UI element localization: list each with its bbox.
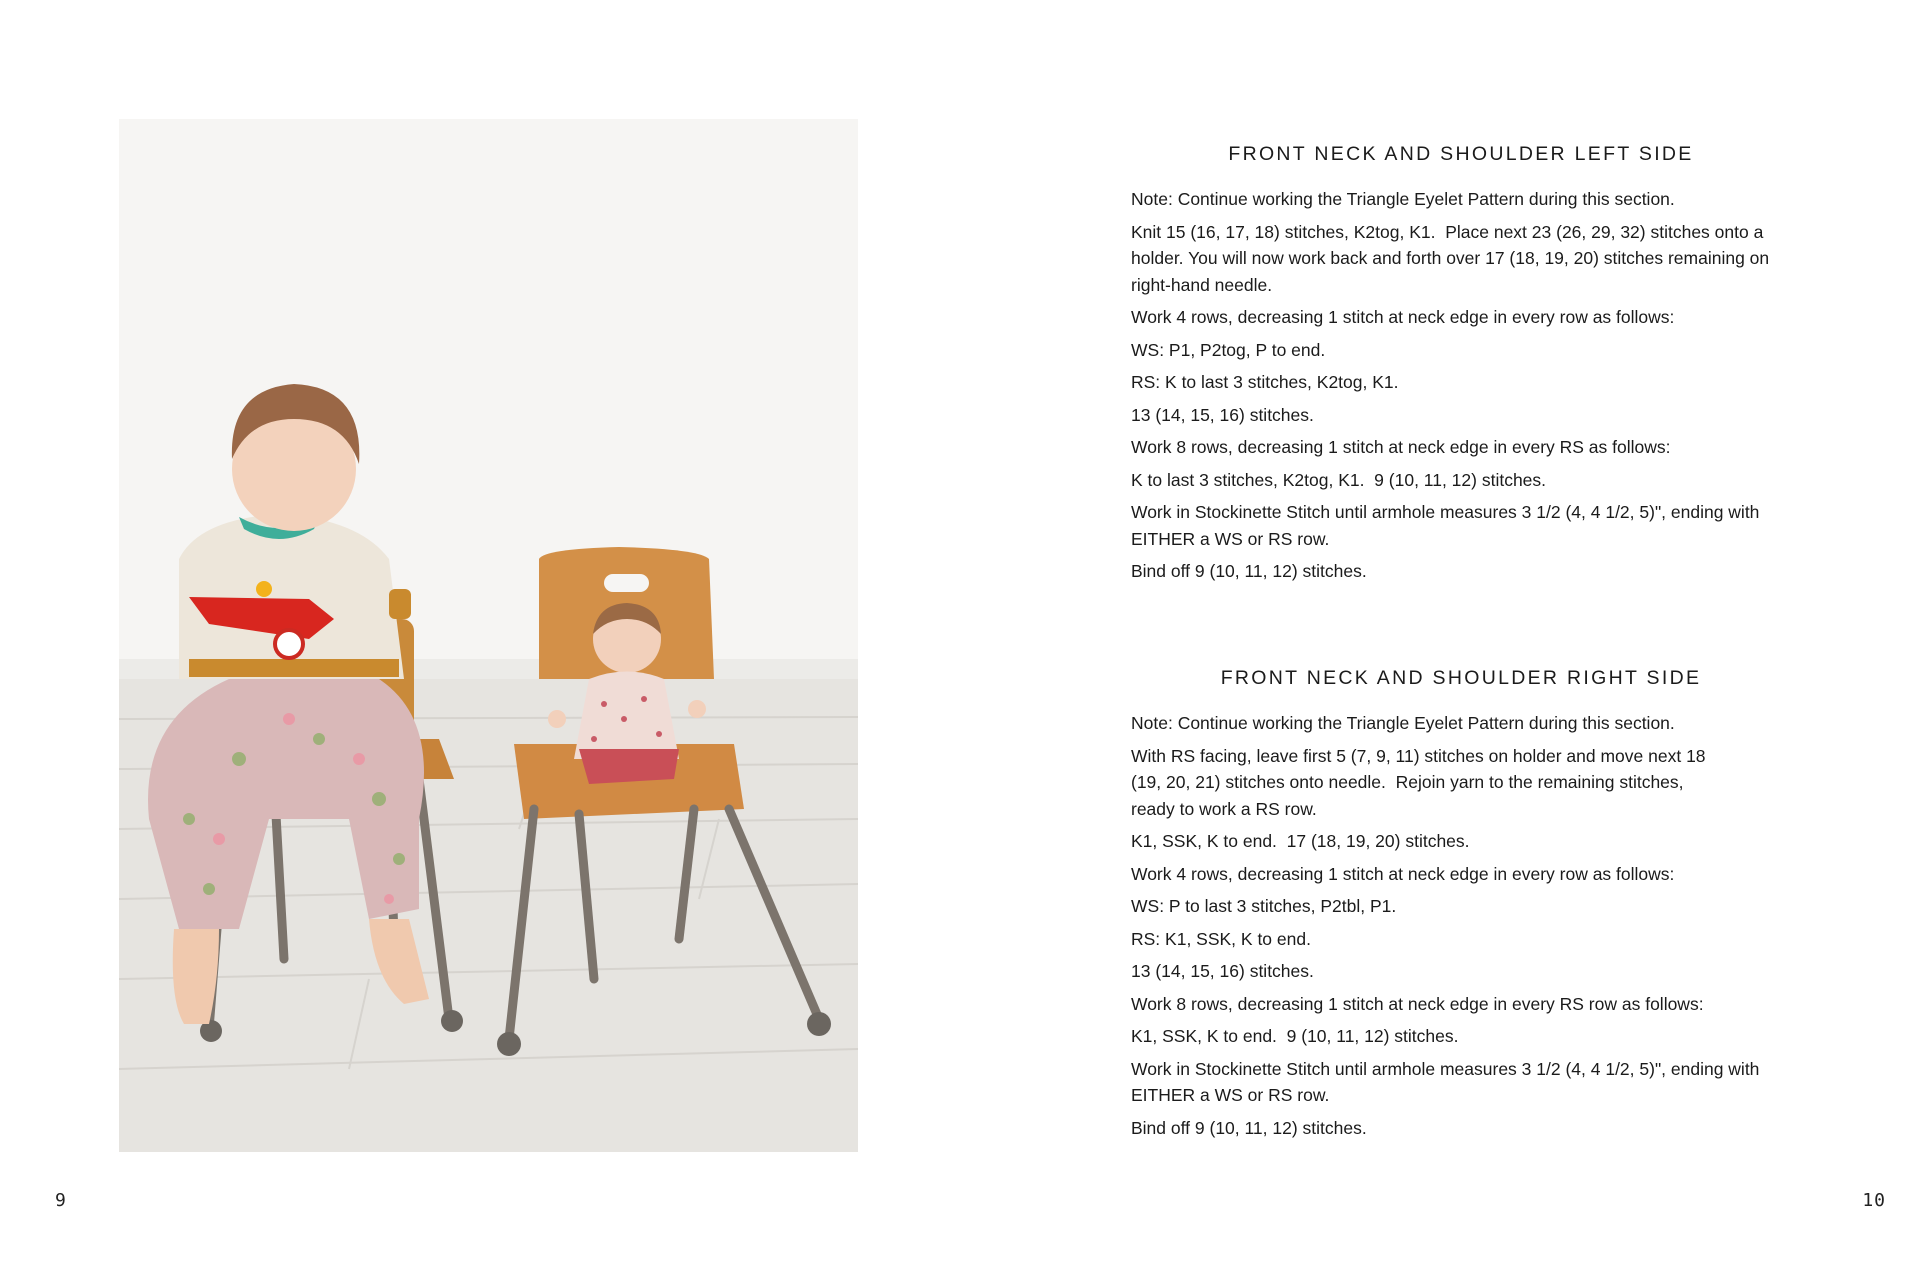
instruction-line: 13 (14, 15, 16) stitches.: [1131, 961, 1314, 981]
instruction-line: Work 4 rows, decreasing 1 stitch at neck edge in every row as follows:: [1131, 307, 1675, 327]
instruction-line: Work in Stockinette Stitch until armhole measures 3 1/2 (4, 4 1/2, 5)", ending with EITHER a WS or RS row.: [1131, 1058, 1760, 1105]
instruction-line: Work in Stockinette Stitch until armhole measures 3 1/2 (4, 4 1/2, 5)", ending with EITHER a WS or RS row.: [1131, 502, 1760, 549]
instruction-line: RS: K to last 3 stitches, K2tog, K1.: [1131, 372, 1399, 392]
photo-illustration: [119, 119, 858, 1152]
instruction-line: Knit 15 (16, 17, 18) stitches, K2tog, K1. Place next 23 (26, 29, 32) stitches onto a holder. You will now work back and forth over 17 (18, 19, 20) stitches remaining on right-hand needle.: [1131, 221, 1770, 295]
instruction-line: Note: Continue working the Triangle Eyelet Pattern during this section.: [1131, 713, 1675, 733]
section-heading: FRONT NECK AND SHOULDER LEFT SIDE: [1228, 143, 1694, 165]
instruction-line: WS: P1, P2tog, P to end.: [1131, 339, 1326, 360]
section-right-side: [1131, 667, 1791, 1147]
instruction-line: Bind off 9 (10, 11, 12) stitches.: [1131, 561, 1367, 581]
instruction-line: Work 4 rows, decreasing 1 stitch at neck edge in every row as follows:: [1131, 863, 1675, 884]
instruction-line: Note: Continue working the Triangle Eyelet Pattern during this section.: [1131, 189, 1675, 209]
instruction-line: Work 8 rows, decreasing 1 stitch at neck edge in every RS row as follows:: [1131, 993, 1704, 1014]
instruction-line: Work 8 rows, decreasing 1 stitch at neck edge in every RS as follows:: [1131, 437, 1671, 457]
instruction-line: Bind off 9 (10, 11, 12) stitches.: [1131, 1117, 1367, 1138]
instruction-line: WS: P to last 3 stitches, P2tbl, P1.: [1131, 896, 1397, 916]
photo-child-with-doll: [119, 119, 858, 1152]
page-number-right: 10: [1862, 1190, 1886, 1211]
instruction-line: K to last 3 stitches, K2tog, K1. 9 (10, 11, 12) stitches.: [1131, 469, 1547, 490]
instruction-line: RS: K1, SSK, K to end.: [1131, 928, 1311, 949]
instruction-line: With RS facing, leave first 5 (7, 9, 11) stitches on holder and move next 18 (19, 20, 21) stitches onto needle. Rejoin yarn to the remaining stitches, ready to work a RS row.: [1131, 745, 1706, 819]
section-heading: FRONT NECK AND SHOULDER RIGHT SIDE: [1220, 667, 1702, 689]
section-left-side: [1131, 143, 1791, 591]
instruction-line: K1, SSK, K to end. 9 (10, 11, 12) stitches.: [1131, 1026, 1459, 1046]
instruction-line: 13 (14, 15, 16) stitches.: [1131, 404, 1314, 425]
instruction-line: K1, SSK, K to end. 17 (18, 19, 20) stitches.: [1131, 831, 1470, 851]
page-number-left: 9: [55, 1190, 67, 1211]
